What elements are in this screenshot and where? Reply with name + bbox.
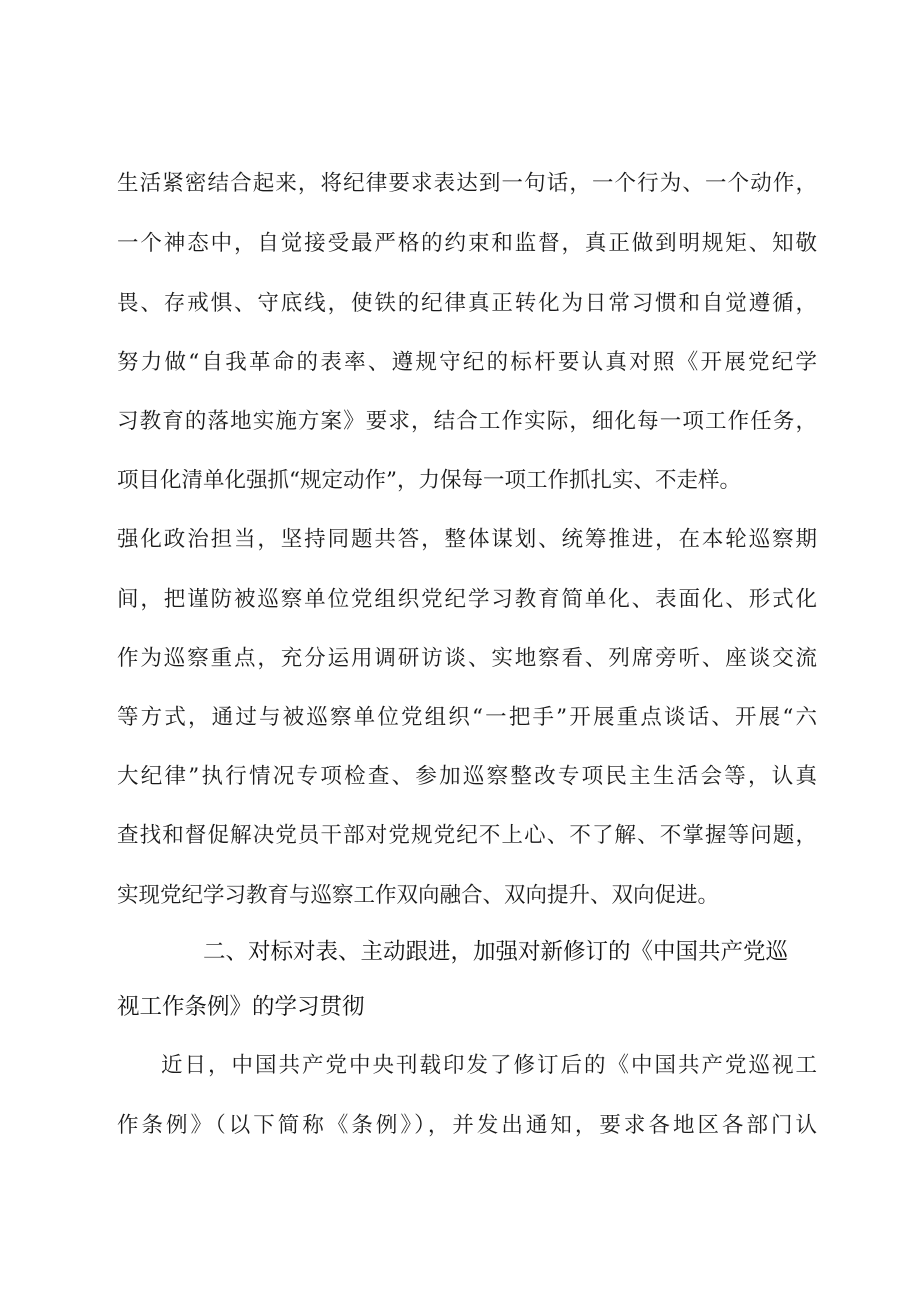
- paragraph-line: 努力做“自我革命的表率、遵规守纪的标杆要认真对照《开展党纪学: [117, 350, 817, 375]
- paragraph-line: 近日，中国共产党中央刊载印发了修订后的《中国共产党巡视工: [161, 1053, 817, 1078]
- paragraph-line: 生活紧密结合起来，将纪律要求表达到一句话，一个行为、一个动作，: [117, 171, 817, 196]
- paragraph-line: 等方式，通过与被巡察单位党组织“一把手”开展重点谈话、开展“六: [117, 705, 817, 730]
- section-heading-line: 二、对标对表、主动跟进，加强对新修订的《中国共产党巡: [203, 939, 789, 965]
- paragraph-line: 强化政治担当，坚持同题共答，整体谋划、统筹推进，在本轮巡察期: [117, 527, 817, 552]
- paragraph-line: 作为巡察重点，充分运用调研访谈、实地察看、列席旁听、座谈交流: [117, 646, 817, 671]
- paragraph-line: 习教育的落地实施方案》要求，结合工作实际，细化每一项工作任务，: [117, 409, 817, 434]
- paragraph-line: 畏、存戒惧、守底线，使铁的纪律真正转化为日常习惯和自觉遵循，: [117, 291, 817, 316]
- paragraph-line: 作条例》（以下简称《条例》），并发出通知，要求各地区各部门认: [117, 1113, 817, 1138]
- paragraph-line: 一个神态中，自觉接受最严格的约束和监督，真正做到明规矩、知敬: [117, 231, 817, 256]
- section-heading-line: 视工作条例》的学习贯彻: [117, 994, 365, 1020]
- paragraph-line: 项目化清单化强抓“规定动作”，力保每一项工作抓扎实、不走样。: [117, 468, 741, 493]
- paragraph-line: 大纪律”执行情况专项检查、参加巡察整改专项民主生活会等，认真: [117, 764, 817, 789]
- paragraph-line: 间，把谨防被巡察单位党组织党纪学习教育简单化、表面化、形式化: [117, 587, 817, 612]
- paragraph-line: 实现党纪学习教育与巡察工作双向融合、双向提升、双向促进。: [117, 883, 720, 908]
- paragraph-line: 查找和督促解决党员干部对党规党纪不上心、不了解、不掌握等问题，: [117, 823, 817, 848]
